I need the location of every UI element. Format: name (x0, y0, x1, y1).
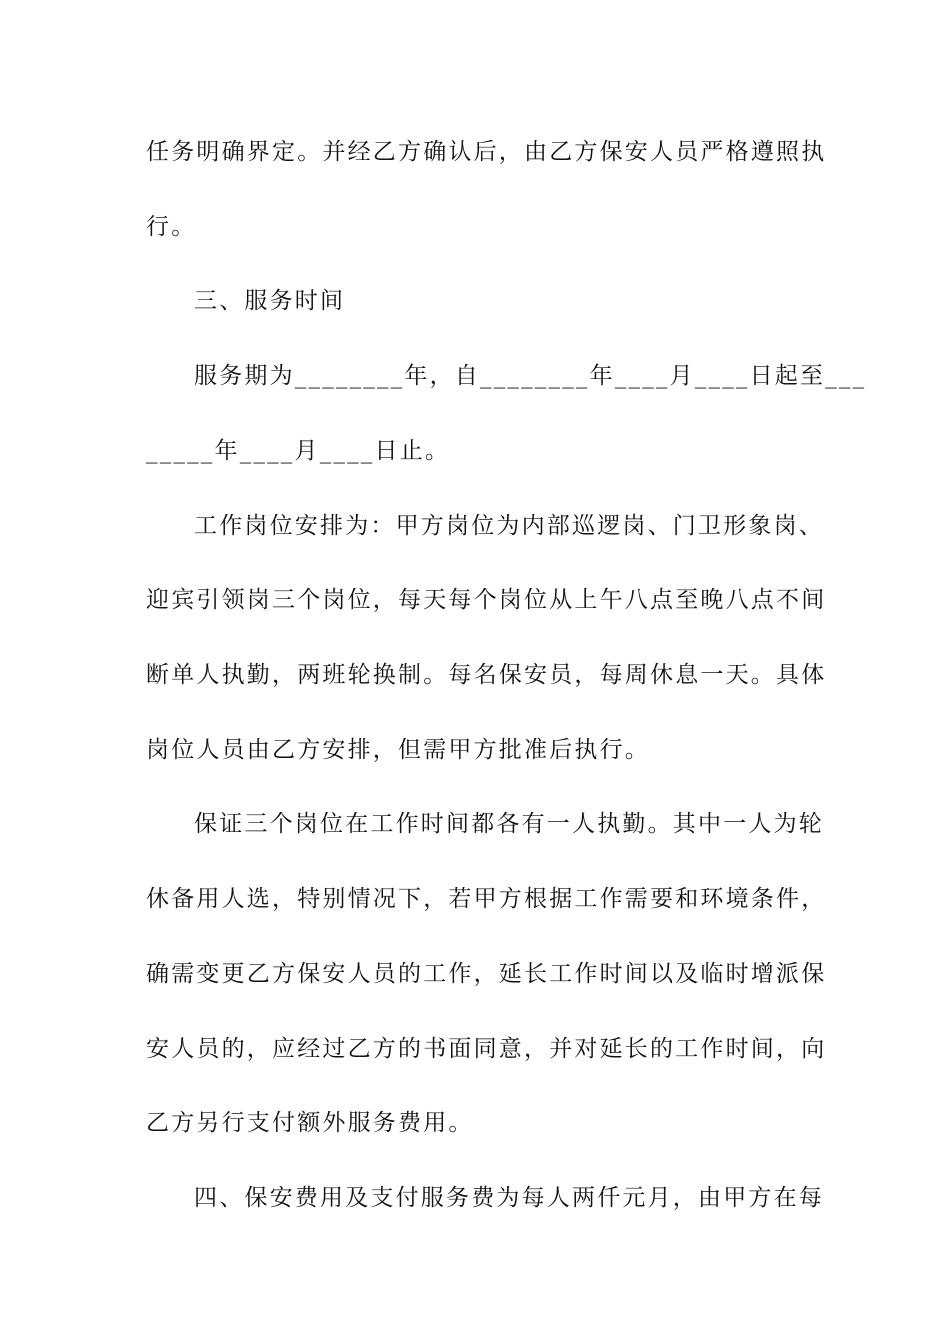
text-line-12: 确需变更乙方保安人员的工作，延长工作时间以及临时增派保 (146, 961, 827, 987)
text-line-4: 服务期为________年，自________年____月____日起至___ (194, 363, 867, 389)
text-line-8: 断单人执勤，两班轮换制。每名保安员，每周休息一天。具体 (146, 662, 827, 688)
text-line-11: 休备用人选，特别情况下，若甲方根据工作需要和环境条件， (146, 886, 827, 912)
text-line-1: 任务明确界定。并经乙方确认后，由乙方保安人员严格遵照执 (146, 139, 827, 165)
text-line-9: 岗位人员由乙方安排，但需甲方批准后执行。 (146, 737, 650, 763)
text-line-14: 乙方另行支付额外服务费用。 (146, 1110, 474, 1136)
text-line-13: 安人员的，应经过乙方的书面同意，并对延长的工作时间，向 (146, 1036, 827, 1062)
section-heading-service-time: 三、服务时间 (194, 288, 346, 314)
text-line-5: _____年____月____日止。 (146, 438, 451, 464)
section-heading-fees: 四、保安费用及支付服务费为每人两仟元月，由甲方在每 (194, 1185, 824, 1211)
text-line-6: 工作岗位安排为：甲方岗位为内部巡逻岗、门卫形象岗、 (194, 513, 824, 539)
text-line-2: 行。 (146, 214, 197, 240)
text-line-10: 保证三个岗位在工作时间都各有一人执勤。其中一人为轮 (194, 811, 824, 837)
text-line-7: 迎宾引领岗三个岗位，每天每个岗位从上午八点至晚八点不间 (146, 587, 827, 613)
